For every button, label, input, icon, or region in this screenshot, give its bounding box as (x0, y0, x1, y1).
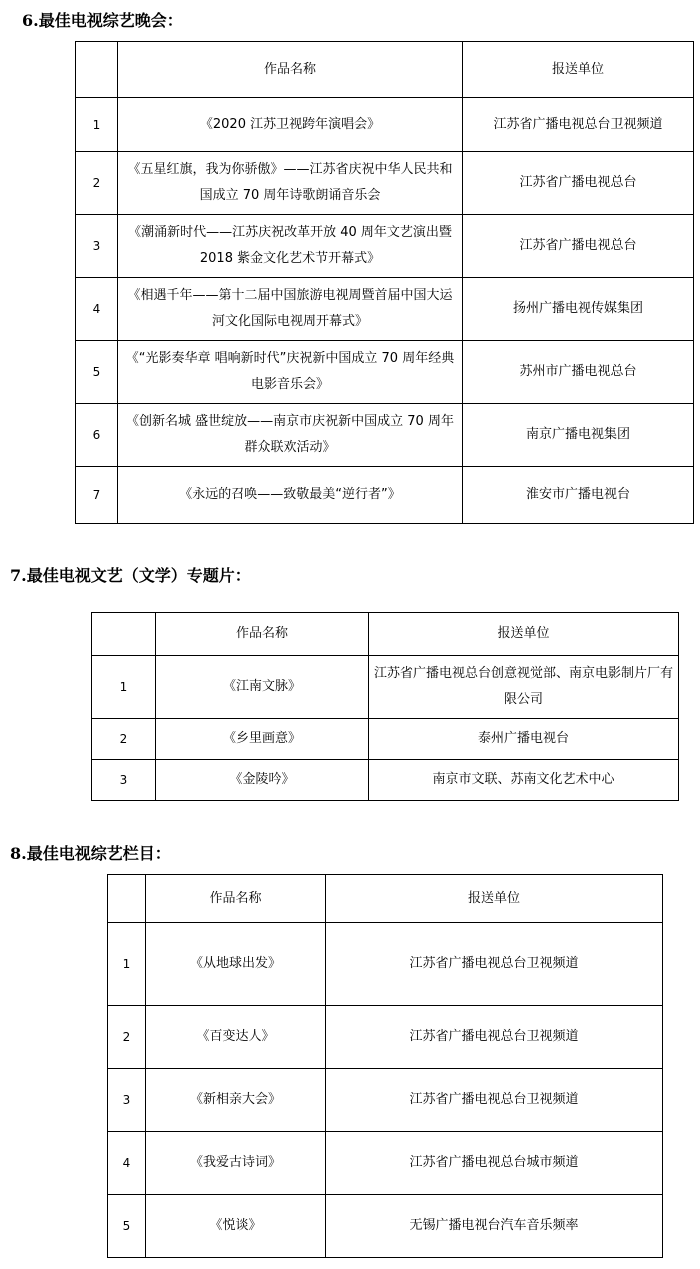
submitting-unit: 江苏省广播电视总台 (463, 215, 694, 278)
header-unit-cell: 报送单位 (326, 875, 663, 923)
submitting-unit: 淮安市广播电视台 (463, 467, 694, 524)
header-number-cell (108, 875, 146, 923)
submitting-unit: 扬州广播电视传媒集团 (463, 278, 694, 341)
submitting-unit: 江苏省广播电视总台卫视频道 (326, 923, 663, 1006)
row-number: 3 (76, 215, 118, 278)
table-row (108, 1069, 663, 1132)
table-row (76, 404, 694, 467)
awards-table (107, 874, 663, 1258)
work-name: 《江南文脉》 (156, 656, 369, 719)
submitting-unit: 南京广播电视集团 (463, 404, 694, 467)
work-name: 《乡里画意》 (156, 719, 369, 760)
submitting-unit: 泰州广播电视台 (369, 719, 679, 760)
row-number: 3 (108, 1069, 146, 1132)
work-name: 《2020 江苏卫视跨年演唱会》 (118, 98, 463, 152)
header-name-cell: 作品名称 (118, 42, 463, 98)
header-unit-cell: 报送单位 (369, 613, 679, 656)
work-name: 《我爱古诗词》 (146, 1132, 326, 1195)
table-row (76, 341, 694, 404)
table-header-row (92, 613, 679, 656)
submitting-unit: 江苏省广播电视总台创意视觉部、南京电影制片厂有限公司 (369, 656, 679, 719)
row-number: 1 (92, 656, 156, 719)
row-number: 5 (76, 341, 118, 404)
submitting-unit: 苏州市广播电视总台 (463, 341, 694, 404)
work-name: 《新相亲大会》 (146, 1069, 326, 1132)
submitting-unit: 江苏省广播电视总台 (463, 152, 694, 215)
table-row (108, 1006, 663, 1069)
table-row (108, 1195, 663, 1258)
table-row (92, 760, 679, 801)
work-name: 《相遇千年——第十二届中国旅游电视周暨首届中国大运河文化国际电视周开幕式》 (118, 278, 463, 341)
work-name: 《潮涌新时代——江苏庆祝改革开放 40 周年文艺演出暨 2018 紫金文化艺术节开幕式》 (118, 215, 463, 278)
header-number-cell (76, 42, 118, 98)
row-number: 4 (76, 278, 118, 341)
row-number: 6 (76, 404, 118, 467)
table-row (92, 719, 679, 760)
header-name-cell: 作品名称 (146, 875, 326, 923)
table-header-row (76, 42, 694, 98)
row-number: 2 (108, 1006, 146, 1069)
work-name: 《“光影奏华章 唱响新时代”庆祝新中国成立 70 周年经典电影音乐会》 (118, 341, 463, 404)
row-number: 3 (92, 760, 156, 801)
table-header-row (108, 875, 663, 923)
row-number: 2 (76, 152, 118, 215)
row-number: 2 (92, 719, 156, 760)
table-row (76, 98, 694, 152)
work-name: 《金陵吟》 (156, 760, 369, 801)
row-number: 5 (108, 1195, 146, 1258)
section-title: 8.最佳电视综艺栏目： (10, 844, 171, 863)
awards-table (91, 612, 679, 801)
work-name: 《五星红旗，我为你骄傲》——江苏省庆祝中华人民共和国成立 70 周年诗歌朗诵音乐会 (118, 152, 463, 215)
submitting-unit: 江苏省广播电视总台卫视频道 (326, 1069, 663, 1132)
submitting-unit: 江苏省广播电视总台卫视频道 (463, 98, 694, 152)
row-number: 1 (108, 923, 146, 1006)
header-unit-cell: 报送单位 (463, 42, 694, 98)
header-number-cell (92, 613, 156, 656)
row-number: 4 (108, 1132, 146, 1195)
header-name-cell: 作品名称 (156, 613, 369, 656)
submitting-unit: 江苏省广播电视总台卫视频道 (326, 1006, 663, 1069)
row-number: 1 (76, 98, 118, 152)
table-row (76, 152, 694, 215)
submitting-unit: 南京市文联、苏南文化艺术中心 (369, 760, 679, 801)
submitting-unit: 无锡广播电视台汽车音乐频率 (326, 1195, 663, 1258)
section-title: 6.最佳电视综艺晚会： (22, 11, 183, 30)
table-row (76, 467, 694, 524)
table-row (76, 278, 694, 341)
work-name: 《创新名城 盛世绽放——南京市庆祝新中国成立 70 周年群众联欢活动》 (118, 404, 463, 467)
work-name: 《悦谈》 (146, 1195, 326, 1258)
table-row (108, 923, 663, 1006)
row-number: 7 (76, 467, 118, 524)
submitting-unit: 江苏省广播电视总台城市频道 (326, 1132, 663, 1195)
work-name: 《从地球出发》 (146, 923, 326, 1006)
table-row (108, 1132, 663, 1195)
work-name: 《百变达人》 (146, 1006, 326, 1069)
section-title: 7.最佳电视文艺（文学）专题片： (10, 566, 251, 585)
table-row (76, 215, 694, 278)
awards-table (75, 41, 694, 524)
table-row (92, 656, 679, 719)
work-name: 《永远的召唤——致敬最美“逆行者”》 (118, 467, 463, 524)
